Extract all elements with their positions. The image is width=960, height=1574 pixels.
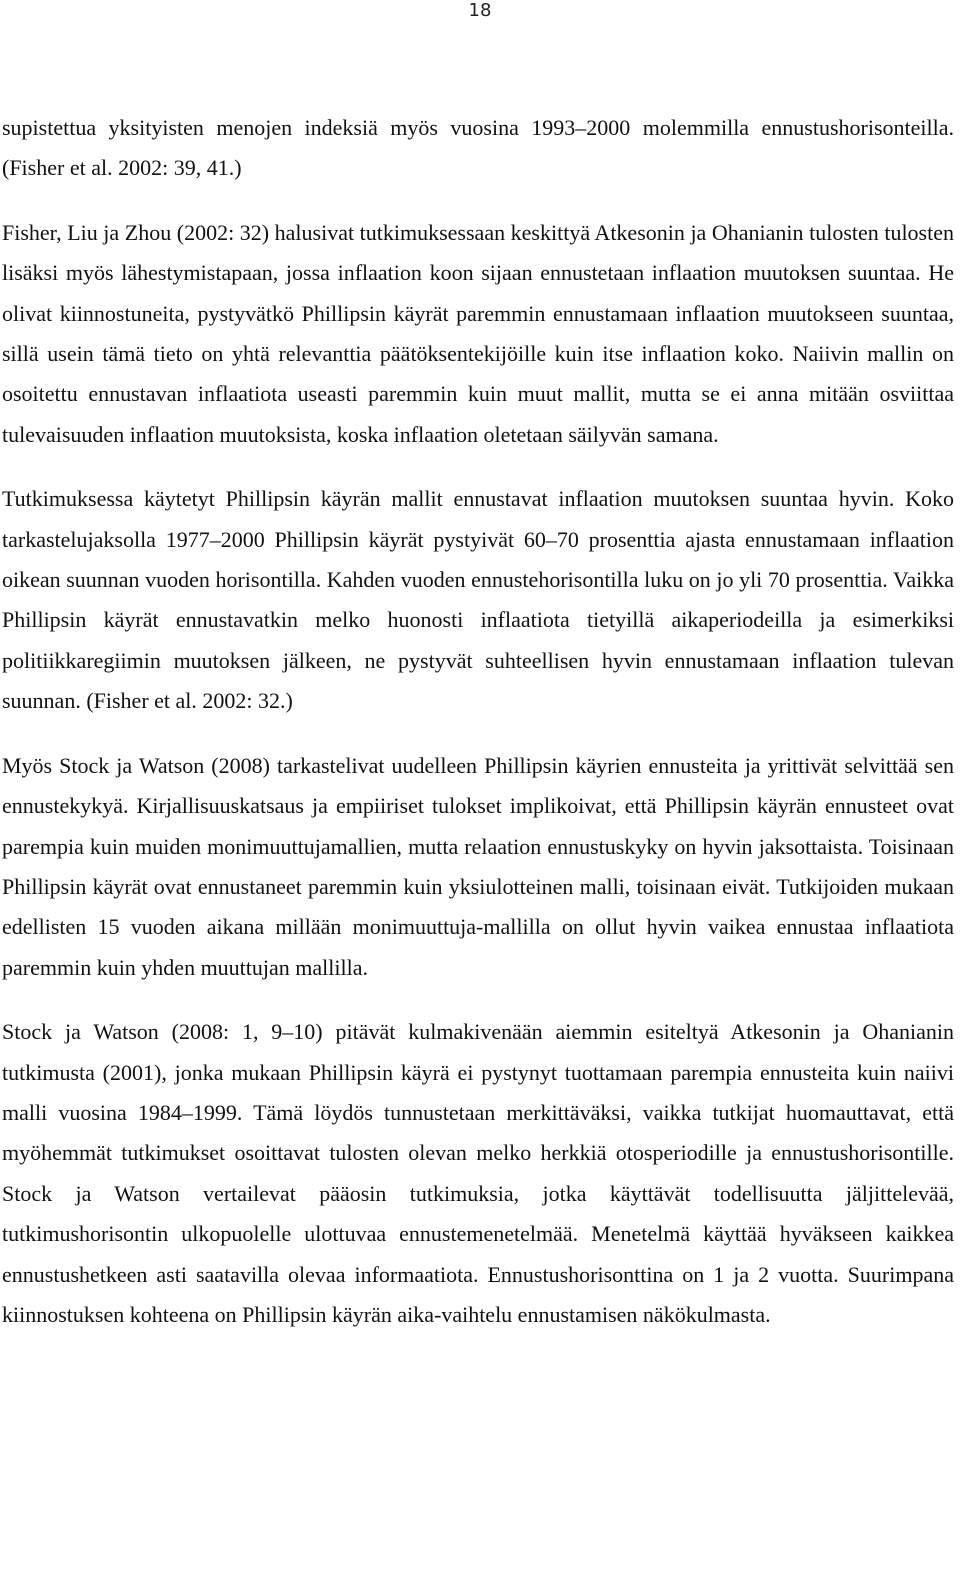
- document-body: [2, 108, 954, 1335]
- paragraph: Fisher, Liu ja Zhou (2002: 32) halusivat tutkimuksessaan keskittyä Atkesonin ja Ohanianin tulosten tulosten lisäksi myös lähestymistapaan, jossa inflaation koon sijaan ennustetaan inflaation muutoksen suuntaa. He olivat kiinnostuneita, pystyvätkö Phillipsin käyrät paremmin ennustamaan inflaation muutokseen suuntaa, sillä usein tämä tieto on yhtä relevanttia päätöksentekijöille kuin itse inflaation koko. Naiivin mallin on osoitettu ennustavan inflaatiota useasti paremmin kuin muut mallit, mutta se ei anna mitään osviittaa tulevaisuuden inflaation muutoksista, koska inflaation oletetaan säilyvän samana.: [2, 219, 954, 447]
- paragraph: Tutkimuksessa käytetyt Phillipsin käyrän mallit ennustavat inflaation muutoksen suuntaa hyvin. Koko tarkastelujaksolla 1977–2000 Phillipsin käyrät pystyivät 60–70 prosenttia ajasta ennustamaan inflaation oikean suunnan vuoden horisontilla. Kahden vuoden ennustehorisontilla luku on jo yli 70 prosenttia. Vaikka Phillipsin käyrät ennustavatkin melko huonosti inflaatiota tietyillä aikaperiodeilla ja esimerkiksi politiikkaregiimin muutoksen jälkeen, ne pystyvät suhteellisen hyvin ennustamaan inflaation tulevan suunnan. (Fisher et al. 2002: 32.): [2, 486, 954, 714]
- paragraph: Stock ja Watson (2008: 1, 9–10) pitävät kulmakivenään aiemmin esiteltyä Atkesonin ja Ohanianin tutkimusta (2001), jonka mukaan Phillipsin käyrä ei pystynyt tuottamaan parempia ennusteita kuin naiivi malli vuosina 1984–1999. Tämä löydös tunnustetaan merkittäväksi, vaikka tutkijat huomauttavat, että myöhemmät tutkimukset osoittavat tulosten olevan melko herkkiä otosperiodille ja ennustushorisontille. Stock ja Watson vertailevat pääosin tutkimuksia, jotka käyttävät todellisuutta jäljittelevää, tutkimushorisontin ulkopuolelle ulottuvaa ennustemenetelmää. Menetelmä käyttää hyväkseen kaikkea ennustushetkeen asti saatavilla olevaa informaatiota. Ennustushorisonttina on 1 ja 2 vuotta. Suurimpana kiinnostuksen kohteena on Phillipsin käyrän aika-vaihtelu ennustamisen näkökulmasta.: [2, 1019, 954, 1327]
- page-number: 18: [468, 0, 492, 21]
- paragraph: Myös Stock ja Watson (2008) tarkastelivat uudelleen Phillipsin käyrien ennusteita ja yrittivät selvittää sen ennustekykyä. Kirjallisuuskatsaus ja empiiriset tulokset implikoivat, että Phillipsin käyrän ennusteet ovat parempia kuin muiden monimuuttujamallien, mutta relaation ennustuskyky on hyvin jaksottaista. Toisinaan Phillipsin käyrät ovat ennustaneet paremmin kuin yksiulotteinen malli, toisinaan eivät. Tutkijoiden mukaan edellisten 15 vuoden aikana millään monimuuttuja-mallilla on ollut hyvin vaikea ennustaa inflaatiota paremmin kuin yhden muuttujan mallilla.: [2, 752, 954, 980]
- paragraph: supistettua yksityisten menojen indeksiä myös vuosina 1993–2000 molemmilla ennustushorisonteilla. (Fisher et al. 2002: 39, 41.): [2, 115, 954, 181]
